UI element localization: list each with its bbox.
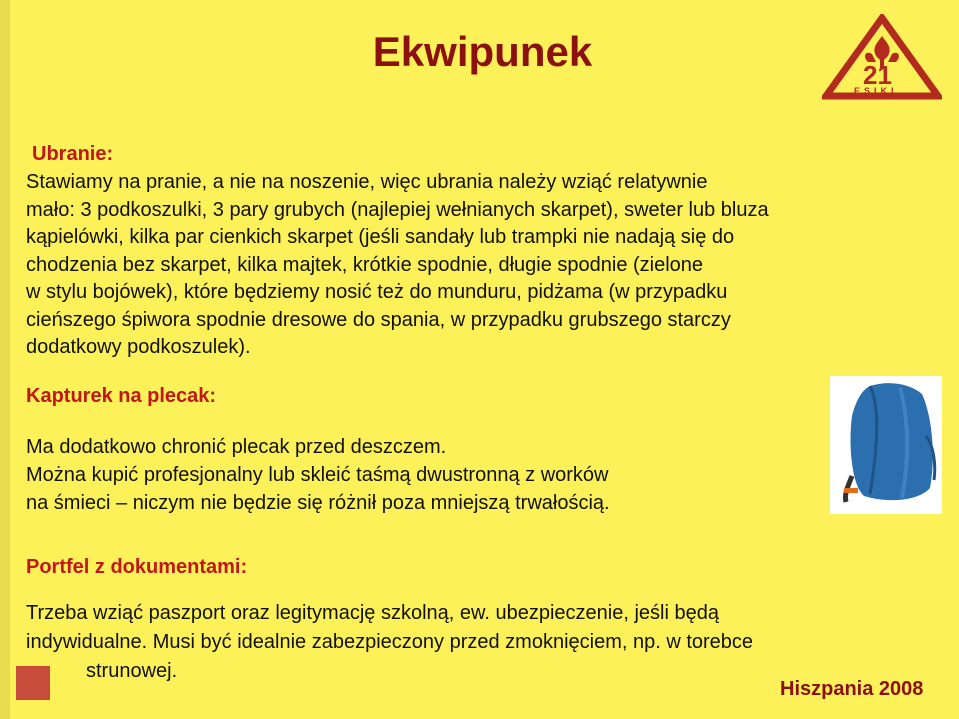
text-line: mało: 3 podkoszulki, 3 pary grubych (najlepiej wełnianych skarpet), sweter lub bluza: [26, 198, 769, 221]
text-line: Stawiamy na pranie, a nie na noszenie, więc ubrania należy wziąć relatywnie: [26, 171, 708, 193]
footer-label: Hiszpania 2008: [780, 678, 924, 700]
text-line: w stylu bojówek), które będziemy nosić też do munduru, pidżama (w przypadku: [26, 281, 728, 303]
section-heading-cover: Kapturek na plecak:: [26, 385, 217, 407]
text-line: Ma dodatkowo chronić plecak przed deszczem.: [26, 436, 447, 458]
text-line: cieńszego śpiwora spodnie dresowe do spania, w przypadku grubszego starczy: [26, 308, 731, 331]
section-heading-clothes: Ubranie:: [32, 143, 114, 165]
left-edge-strip: [0, 0, 10, 719]
text-line: kąpielówki, kilka par cienkich skarpet (jeśli sandały lub trampki nie nadają się do: [26, 226, 735, 248]
logo-number: 21: [863, 60, 892, 90]
section-text-clothes: [26, 169, 926, 362]
text-line: Można kupić profesjonalny lub skleić taśmą dwustronną z worków: [26, 464, 609, 486]
slide-marker-square: [16, 666, 50, 700]
section-text-cover: [26, 433, 816, 517]
section-heading-documents: Portfel z dokumentami:: [26, 556, 248, 578]
logo-letters: ESIKI: [854, 86, 898, 96]
text-line: chodzenia bez skarpet, kilka majtek, krótkie spodnie, długie spodnie (zielone: [26, 253, 704, 276]
scout-logo: [822, 14, 942, 104]
text-line: dodatkowy podkoszulek).: [26, 336, 251, 358]
text-line: strunowej.: [86, 660, 178, 682]
backpack-cover-image: [830, 376, 942, 514]
backpack-icon: [830, 376, 942, 514]
section-text-documents: [26, 599, 926, 686]
text-line: na śmieci – niczym nie będzie się różnił poza mniejszą trwałością.: [26, 492, 610, 514]
text-line: indywidualne. Musi być idealnie zabezpieczony przed zmoknięciem, np. w torebce: [26, 631, 754, 653]
text-line: Trzeba wziąć paszport oraz legitymację szkolną, ew. ubezpieczenie, jeśli będą: [26, 602, 719, 624]
page-title: Ekwipunek: [372, 28, 593, 75]
